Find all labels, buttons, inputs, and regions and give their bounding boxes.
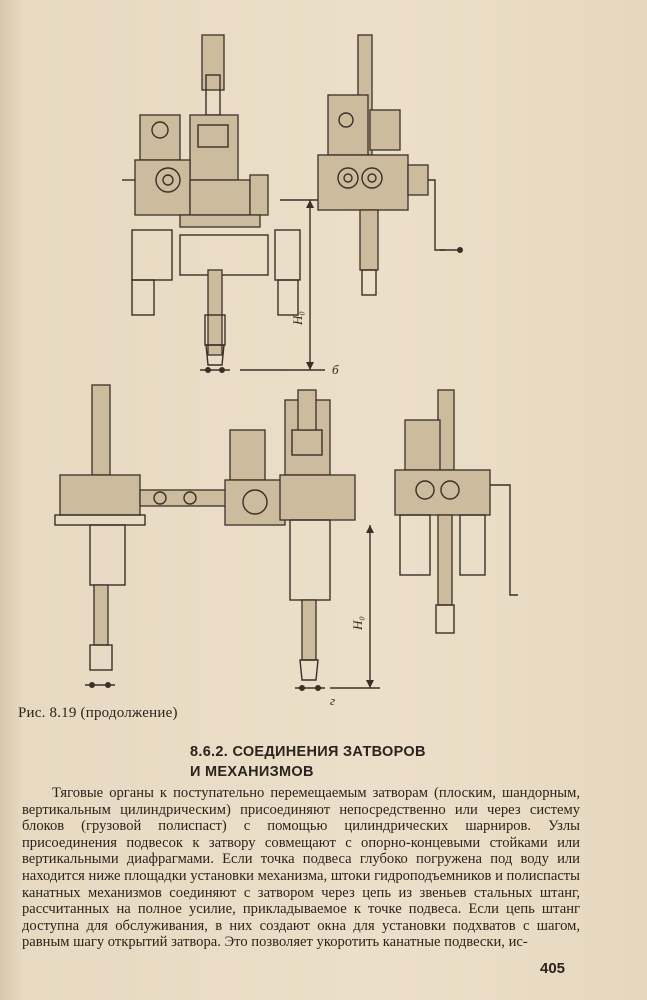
drawing-assembly-bottom-right [395,390,518,633]
section-title-line2: И МЕХАНИЗМОВ [190,764,314,780]
mechanism-drawing [40,20,620,710]
figure-caption: Рис. 8.19 (продолжение) [18,705,178,721]
technical-drawing-figure [40,20,620,710]
drawing-assembly-top-left [122,35,339,377]
drawing-assembly-top-right [318,35,463,295]
section-number: 8.6.2. [190,744,229,760]
section-title-line1: СОЕДИНЕНИЯ ЗАТВОРОВ [232,744,426,760]
page-number: 405 [540,960,566,977]
dimension-label-h0: H₀ [290,311,305,325]
figure-label-b: б [332,362,339,377]
dimension-label-h0-2: H₀ [350,616,365,630]
drawing-assembly-bottom-left [55,385,380,708]
section-heading [190,742,490,782]
section-heading-line1 [190,742,490,762]
figure-label-g: г [330,693,336,708]
body-paragraph: Тяговые органы к поступательно перемещаемым затворам (плоским, шандорным, вертикальным цилиндрическим) присоединяют непосредственно или через систему блоков (грузовой полиспаст) с помощью цилиндрических шарниров. Узлы присоединения подвесок к затвору совмещают с опорно-концевыми стойками или вертикальными диафрагмами. Если точка подвеса глубоко погружена под воду или находится ниже площадки установки механизма, штоки гидроподъемников и полиспасты канатных механизмов соединяют с затвором через цепь из звеньев стальных штанг, рассчитанных на полное усилие, прикладываемое к точке подвеса. Если цепь штанг доступна для обслуживания, в них создают окна для установки подхватов с шагом, равным шагу открытий затвора. Это позволяет укоротить канатные подвески, ис- [22,785,580,951]
